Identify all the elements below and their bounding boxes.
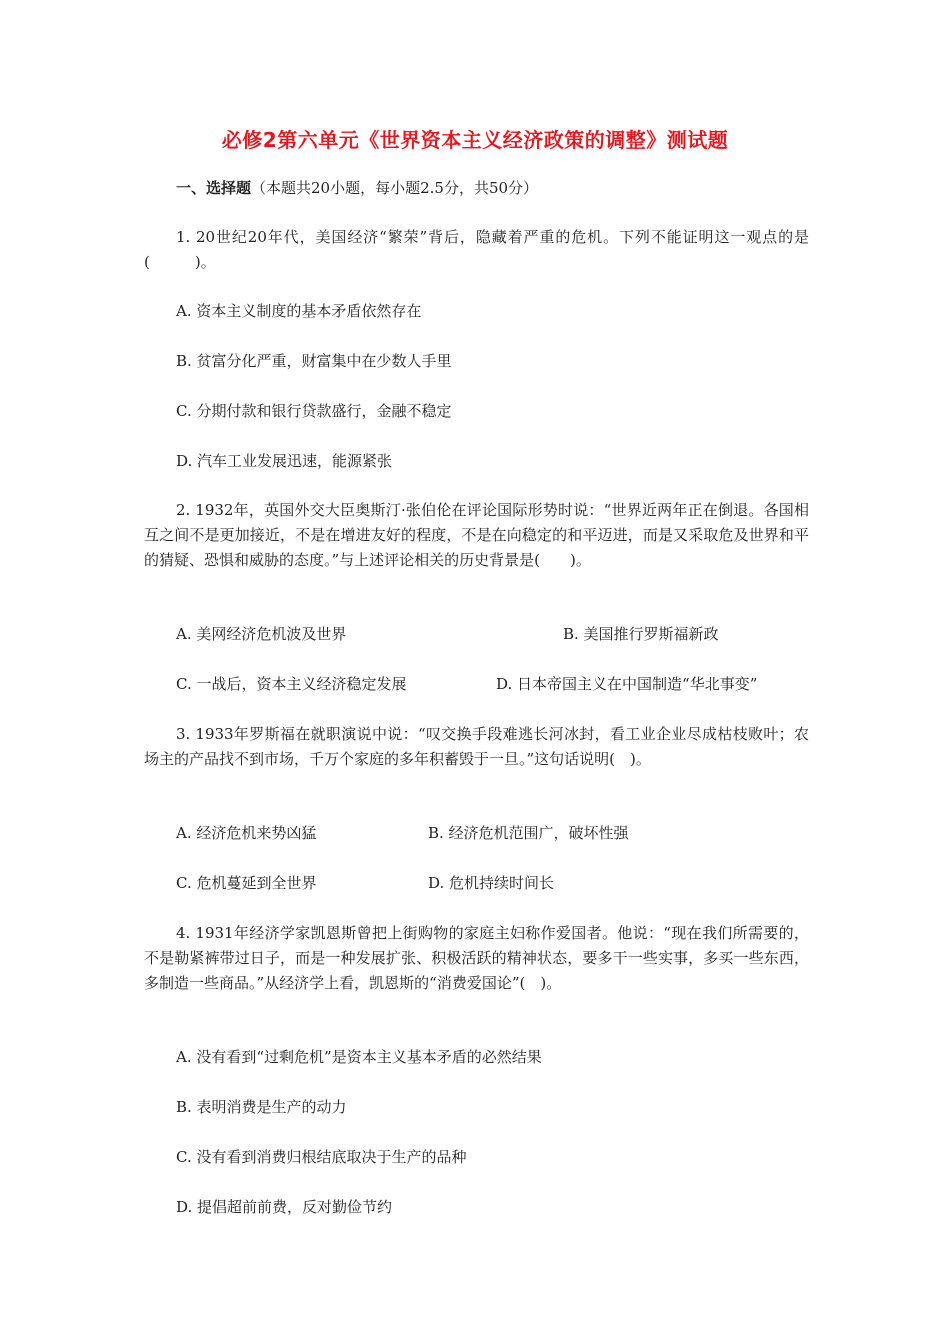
section-heading [176, 177, 538, 198]
question-1-option-d: D. 汽车工业发展迅速，能源紧张 [176, 452, 393, 470]
question-2-stem: 2. 1932年，英国外交大臣奥斯汀·张伯伦在评论国际形势时说：“世界近两年正在倒退。各国相互之间不是更加接近，不是在增进友好的程度，不是在向稳定的和平迈进，而是又采取危及世界和平的猜疑、恐惧和威胁的态度。”与上述评论相关的历史背景是( )。 [144, 501, 809, 569]
question-4-option-b: B. 表明消费是生产的动力 [176, 1098, 347, 1116]
question-2-option-b: B. 美国推行罗斯福新政 [563, 625, 719, 643]
question-4-option-a: A. 没有看到“过剩危机”是资本主义基本矛盾的必然结果 [176, 1048, 542, 1066]
section-heading-label: 一、选择题 [176, 179, 252, 197]
question-3-stem: 3. 1933年罗斯福在就职演说中说：“叹交换手段难逃长河冰封，看工业企业尽成枯枝败叶；农场主的产品找不到市场，千万个家庭的多年积蓄毁于一旦。”这句话说明( )。 [144, 725, 809, 768]
question-2-option-c: C. 一战后，资本主义经济稳定发展 [176, 675, 407, 693]
page-title: 必修2第六单元《世界资本主义经济政策的调整》测试题 [221, 128, 729, 152]
question-4-stem: 4. 1931年经济学家凯恩斯曾把上街购物的家庭主妇称作爱国者。他说：“现在我们所需要的，不是勒紧裤带过日子，而是一种发展扩张、积极活跃的精神状态，要多干一些实事，多买一些东西，多制造一些商品。”从经济学上看，凯恩斯的“消费爱国论”( )。 [144, 924, 809, 992]
section-heading-note: （本题共20小题，每小题2.5分，共50分） [251, 179, 539, 197]
question-1-option-b: B. 贫富分化严重，财富集中在少数人手里 [176, 352, 452, 370]
question-3-option-d: D. 危机持续时间长 [428, 874, 555, 892]
question-1-option-c: C. 分期付款和银行贷款盛行，金融不稳定 [176, 402, 452, 420]
question-3-option-a: A. 经济危机来势凶猛 [176, 824, 317, 842]
question-2-option-d: D. 日本帝国主义在中国制造“华北事变” [496, 675, 758, 693]
question-4-option-c: C. 没有看到消费归根结底取决于生产的品种 [176, 1148, 467, 1166]
question-3-option-c: C. 危机蔓延到全世界 [176, 874, 317, 892]
question-1-stem: 1. 20世纪20年代，美国经济“繁荣”背后，隐藏着严重的危机。下列不能证明这一观点的是( )。 [144, 228, 809, 271]
question-3-option-b: B. 经济危机范围广，破坏性强 [428, 824, 629, 842]
question-4-option-d: D. 提倡超前前费，反对勤俭节约 [176, 1198, 393, 1216]
question-2-option-a: A. 美网经济危机波及世界 [176, 625, 347, 643]
question-1-option-a: A. 资本主义制度的基本矛盾依然存在 [176, 302, 422, 320]
